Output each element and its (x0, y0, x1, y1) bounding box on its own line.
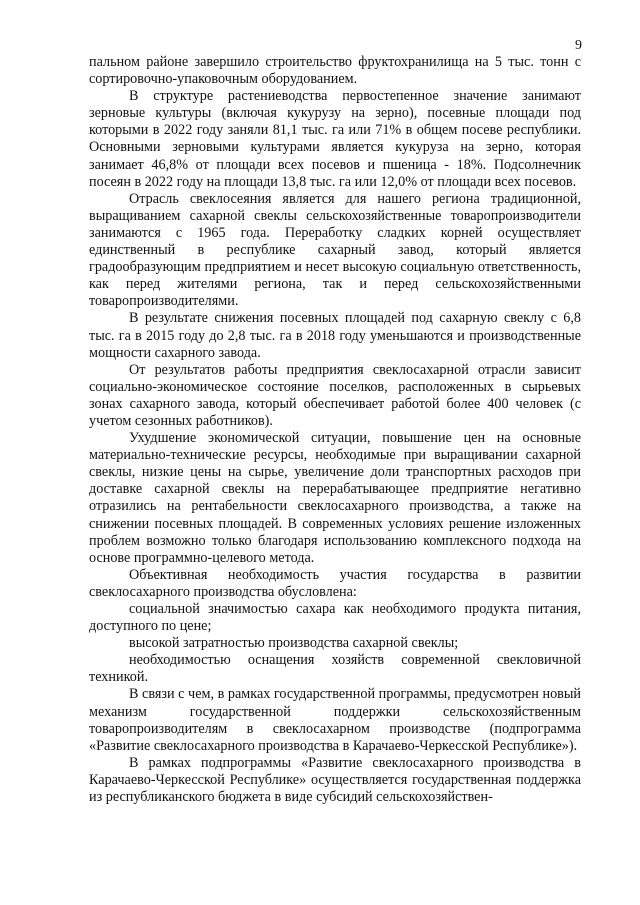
paragraph: В рамках подпрограммы «Развитие свеклосахарного производства в Карачаево-Черкесской Республике» осуществляется государственная поддержка из республиканского бюджета в виде субсидий сельскохозяйствен- (89, 754, 581, 806)
paragraph: В результате снижения посевных площадей под сахарную свеклу с 6,8 тыс. га в 2015 году до 2,8 тыс. га в 2018 году уменьшаются и производственные мощности сахарного завода. (89, 310, 581, 361)
document-body (89, 54, 581, 806)
paragraph: Ухудшение экономической ситуации, повышение цен на основные материально-технические ресурсы, необходимые при выращивании сахарной свеклы, низкие цены на сырье, увеличение доли транспортных расходов при доставке сахарной свеклы на перерабатывающее предприятие негативно отразились на рентабельности свеклосахарного производства, а также на снижении посевных площадей. В современных условиях решение изложенных проблем возможно только благодаря использованию комплексного подхода на основе программно-целевого метода. (89, 430, 581, 566)
paragraph: социальной значимостью сахара как необходимого продукта питания, доступного по цене; (89, 601, 581, 635)
paragraph: пальном районе завершило строительство фруктохранилища на 5 тыс. тонн с сортировочно-упаковочным оборудованием. (89, 54, 581, 88)
paragraph: Объективная необходимость участия государства в развитии свеклосахарного производства обусловлена: (89, 566, 581, 600)
paragraph: В связи с чем, в рамках государственной программы, предусмотрен новый механизм государственной поддержки сельскохозяйственным товаропроизводителям в свеклосахарном производстве (подпрограмма «Развитие свеклосахарного производства в Карачаево-Черкесской Республике»). (89, 686, 581, 754)
paragraph: В структуре растениеводства первостепенное значение занимают зерновые культуры (включая кукурузу на зерно), посевные площади под которыми в 2022 году заняли 81,1 тыс. га или 71% в общем посеве республики. Основными зерновыми культурами является кукуруза на зерно, которая занимает 46,8% от площади всех посевов и пшеница - 18%. Подсолнечник посеян в 2022 году на площади 13,8 тыс. га или 12,0% от площади всех посевов. (89, 88, 581, 190)
paragraph: От результатов работы предприятия свеклосахарной отрасли зависит социально-экономическое состояние поселков, расположенных в сырьевых зонах сахарного завода, который обеспечивает работой более 400 человек (с учетом сезонных работников). (89, 361, 581, 429)
page-number: 9 (575, 38, 582, 53)
paragraph: Отрасль свеклосеяния является для нашего региона традиционной, выращиванием сахарной свеклы сельскохозяйственные товаропроизводители занимаются с 1965 года. Переработку сладких корней осуществляет единственный в республике сахарный завод, который является градообразующим предприятием и несет высокую социальную ответственность, как перед жителями региона, так и перед сельскохозяйственными товаропроизводителями. (89, 190, 581, 310)
paragraph: необходимостью оснащения хозяйств современной свекловичной техникой. (89, 652, 581, 686)
paragraph: высокой затратностью производства сахарной свеклы; (129, 635, 459, 652)
